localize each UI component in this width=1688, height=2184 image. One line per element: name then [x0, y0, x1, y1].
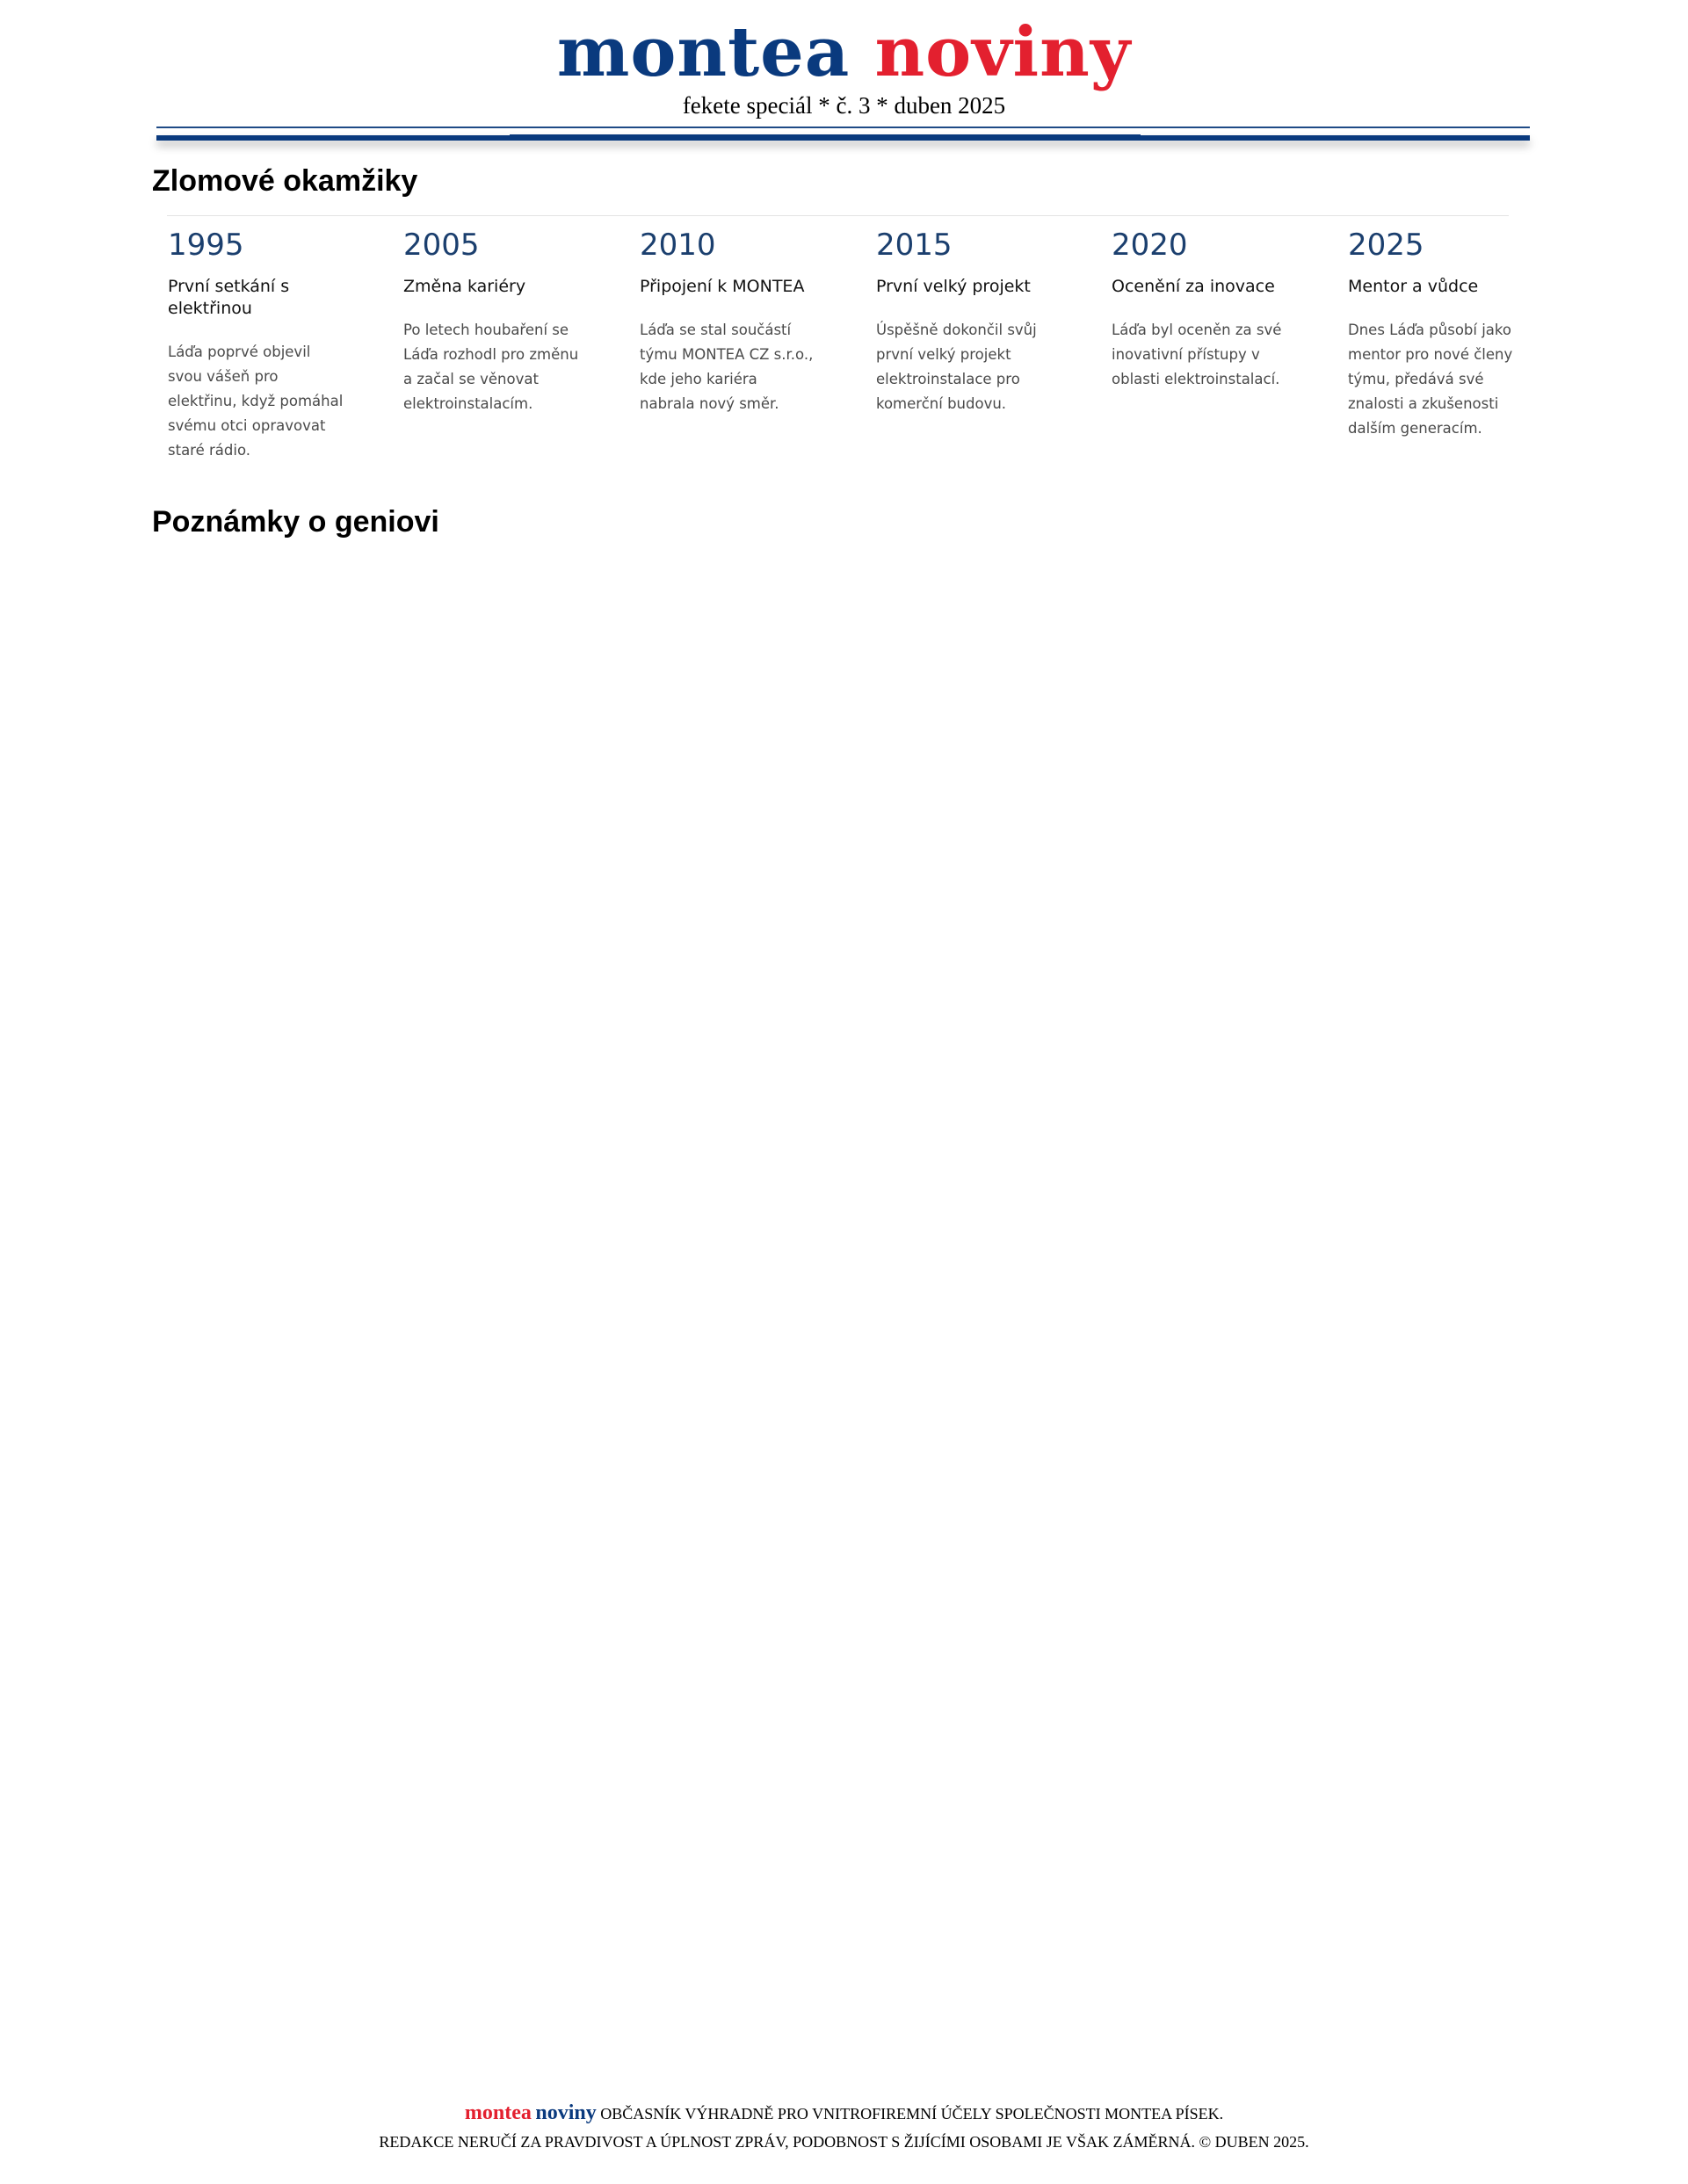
timeline-heading: První setkání s elektřinou [168, 277, 290, 318]
masthead-rule-thin [156, 127, 1530, 128]
timeline-year: 2025 [1348, 228, 1424, 263]
newspaper-logo [0, 12, 1688, 92]
timeline [168, 227, 1521, 473]
timeline-heading: Mentor a vůdce [1348, 277, 1479, 296]
timeline-divider [167, 215, 1509, 216]
timeline-text: Dnes Láďa působí jako mentor pro nové členy týmu, předává své znalosti a zkušenosti dalším generacím. [1348, 322, 1513, 437]
timeline-text: Úspěšně dokončil svůj první velký projekt elektroinstalace pro komerční budovu. [876, 322, 1037, 412]
issue-subtitle: fekete speciál * č. 3 * duben 2025 [682, 92, 1006, 119]
logo-word-noviny: noviny [874, 12, 1132, 92]
timeline-item [1112, 227, 1287, 392]
timeline-year: 2020 [1112, 228, 1188, 263]
footer-disclaimer-line1 [0, 2101, 1688, 2125]
section-title-notes: Poznámky o geniovi [152, 505, 439, 539]
timeline-text: Láďa poprvé objevil svou vášeň pro elektřinu, když pomáhal svému otci opravovat staré rádio. [168, 344, 344, 459]
page-footer [0, 2101, 1688, 2153]
timeline-heading: Připojení k MONTEA [640, 277, 805, 296]
logo-word-montea: montea [556, 12, 851, 92]
timeline-text: Láďa byl oceněn za své inovativní přístupy v oblasti elektroinstalací. [1112, 322, 1282, 387]
timeline-item [403, 227, 579, 416]
timeline-item [876, 227, 1052, 416]
footer-brand-montea: montea [464, 2101, 532, 2124]
footer-disclaimer-line2: REDAKCE NERUČÍ ZA PRAVDIVOST A ÚPLNOST ZPRÁV, PODOBNOST S ŽIJÍCÍMI OSOBAMI JE VŠAK ZÁMĚRNÁ. © DUBEN 2025. [379, 2133, 1309, 2151]
timeline-year: 2005 [403, 228, 480, 263]
timeline-text: Láďa se stal součástí týmu MONTEA CZ s.r.o., kde jeho kariéra nabrala nový směr. [640, 322, 814, 412]
timeline-year: 2015 [876, 228, 953, 263]
timeline-year: 2010 [640, 228, 716, 263]
timeline-item [168, 227, 344, 463]
timeline-heading: První velký projekt [876, 277, 1031, 296]
timeline-year: 1995 [168, 228, 244, 263]
timeline-heading: Ocenění za inovace [1112, 277, 1275, 296]
timeline-item [640, 227, 815, 416]
timeline-text: Po letech houbaření se Láďa rozhodl pro změnu a začal se věnovat elektroinstalacím. [403, 322, 579, 412]
masthead-rule-accent [510, 134, 1141, 136]
section-title-milestones: Zlomové okamžiky [152, 164, 418, 198]
masthead [0, 12, 1688, 119]
footer-brand-noviny: noviny [535, 2101, 597, 2124]
timeline-item [1348, 227, 1524, 441]
timeline-heading: Změna kariéry [403, 277, 526, 296]
footer-line1-text: OBČASNÍK VÝHRADNĚ PRO VNITROFIREMNÍ ÚČELY SPOLEČNOSTI MONTEA PÍSEK. [600, 2105, 1224, 2123]
